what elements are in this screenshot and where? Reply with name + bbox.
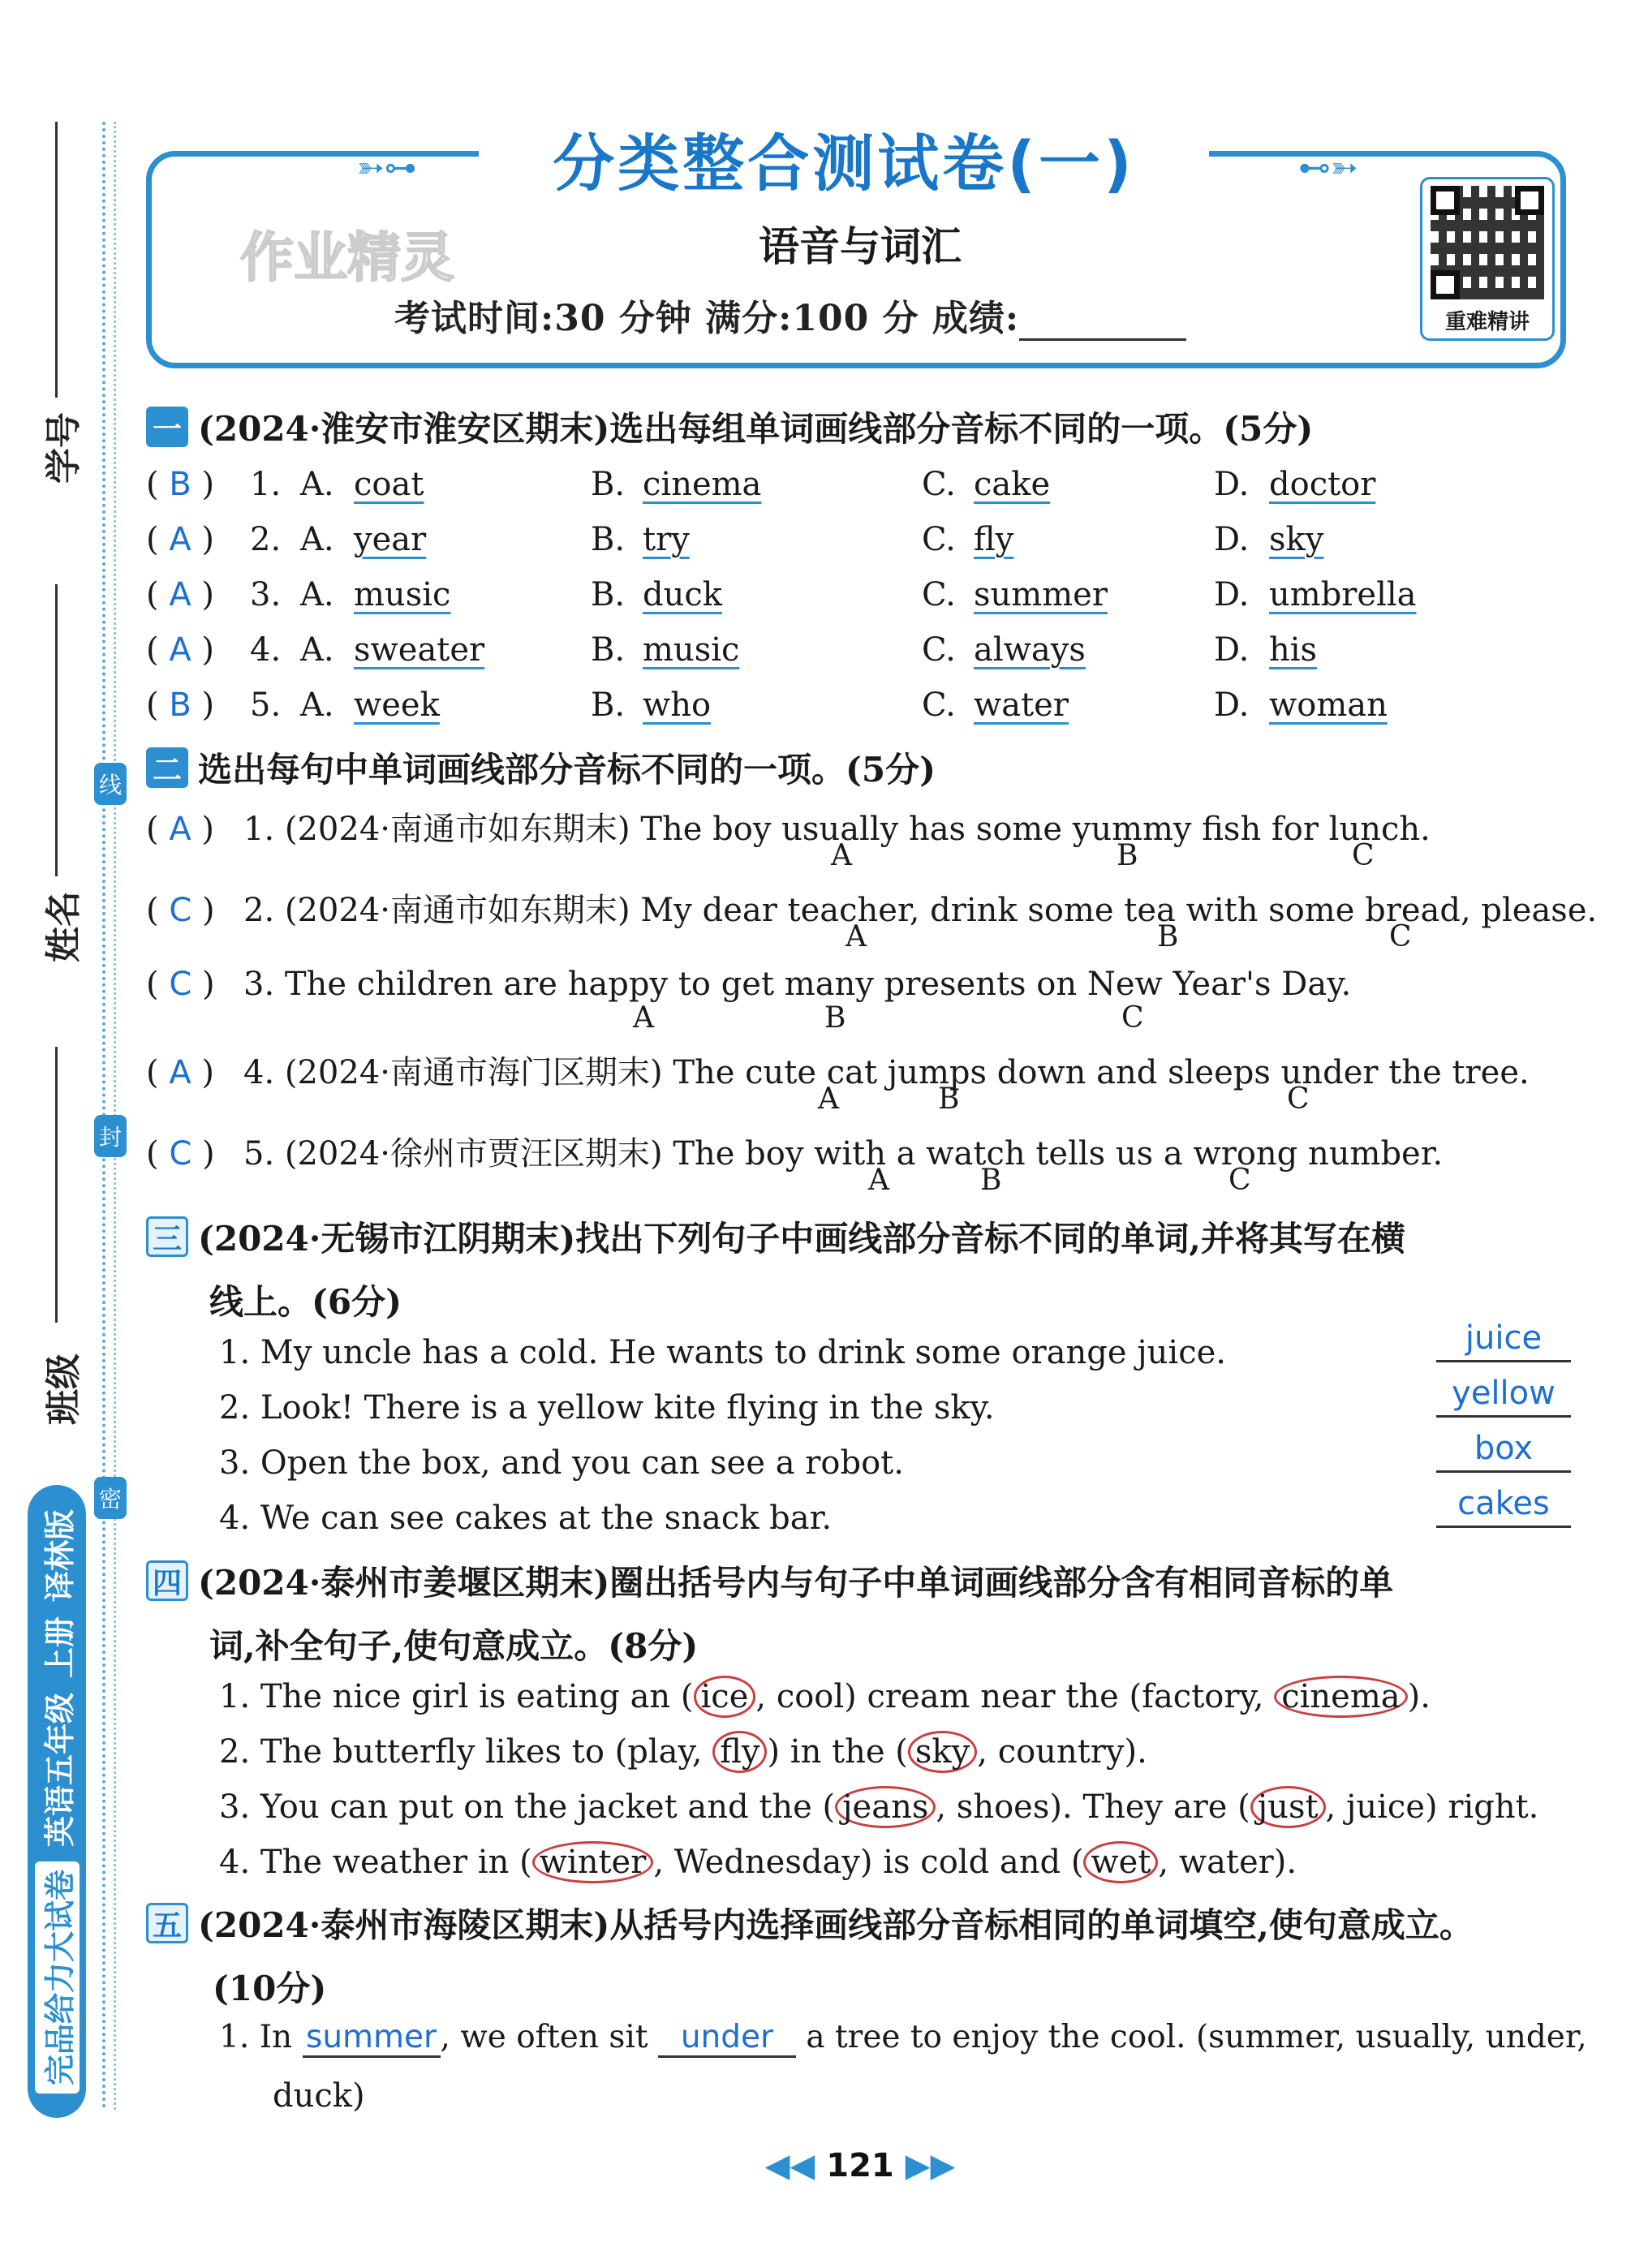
label-a: A (633, 1001, 654, 1035)
score-blank (1019, 306, 1186, 341)
answer: A (169, 1054, 191, 1091)
text: , Wednesday) is cold and ( (653, 1844, 1084, 1881)
s5-item-1-cont: duck) (273, 2077, 365, 2115)
class-label: 班级 (43, 1353, 84, 1425)
circled-word[interactable]: winter (532, 1841, 654, 1883)
s3-item-3: 3. Open the box, and you can see a robot. (219, 1444, 904, 1482)
option-word: cinema (643, 466, 762, 503)
qr-finder-icon (1515, 186, 1544, 215)
s4-item-4 (219, 1844, 1297, 1881)
section-2-heading (146, 743, 936, 792)
label-b: B (1117, 839, 1138, 872)
option-letter: C. (922, 576, 956, 613)
text: ). (1407, 1678, 1431, 1715)
s3-answer-4[interactable]: cakes (1436, 1483, 1571, 1528)
item-number: 1. (250, 466, 282, 503)
option-letter: C. (922, 631, 956, 669)
option-word: who (643, 686, 712, 724)
label-c: C (1287, 1082, 1310, 1116)
item-number: 4. (250, 631, 282, 669)
prev-arrows-icon: ◀◀ (764, 2147, 827, 2184)
label-c: C (1121, 1001, 1144, 1035)
item-number: 3. (250, 576, 282, 613)
sentence: 2. (2024·南通市如东期末) My dear teacher, drink some tea with some bread, please. (243, 892, 1598, 929)
text: a tree to enjoy the cool. (summer, usually, under, (806, 2019, 1587, 2055)
qr-finder-icon (1431, 270, 1460, 299)
circled-word[interactable]: wet (1083, 1841, 1158, 1883)
s1-item-5: ( B ) 5. A. week B. who C. water D. woman (146, 686, 1388, 724)
section-2-number: 二 (146, 747, 188, 788)
section-1-title: (2024·淮安市淮安区期末)选出每组单词画线部分音标不同的一项。(5分) (198, 409, 1314, 449)
option-word: music (354, 576, 451, 613)
label-a: A (868, 1164, 889, 1197)
qr-finder-icon (1431, 186, 1460, 215)
s1-item-1: ( B ) 1. A. coat B. cinema C. cake D. doctor (146, 466, 1376, 503)
section-5-title: (2024·泰州市海陵区期末)从括号内选择画线部分音标相同的单词填空,使句意成立。 (198, 1905, 1474, 1945)
exam-meta (394, 289, 1186, 341)
answer: C (169, 892, 192, 929)
circled-word[interactable]: fly (712, 1731, 767, 1773)
s1-item-4: ( A ) 4. A. sweater B. music C. always D. his (146, 631, 1318, 669)
section-3-title: (2024·无锡市江阴期末)找出下列句子中画线部分音标不同的单词,并将其写在横 (198, 1219, 1405, 1259)
option-word: music (643, 631, 740, 669)
s2-item-5: ( C ) 5. (2024·徐州市贾汪区期末) The boy with a watch tells us a wrong number. (146, 1135, 1444, 1173)
option-letter: B. (591, 521, 626, 558)
fill-blank[interactable]: under (658, 2019, 796, 2058)
fill-blank[interactable]: summer (303, 2019, 441, 2058)
circled-word[interactable]: jeans (835, 1786, 936, 1828)
item-number: 5. (250, 686, 282, 724)
option-letter: A. (300, 466, 334, 503)
book-spine-tab (28, 1485, 86, 2118)
option-letter: D. (1214, 686, 1250, 724)
book-subject: 英语五年级 (41, 1693, 78, 1848)
option-letter: D. (1214, 521, 1250, 558)
student-id-label: 学号 (43, 412, 84, 484)
sentence: 3. The children are happy to get many presents on New Year's Day. (243, 966, 1352, 1003)
option-letter: A. (300, 576, 334, 613)
option-word: summer (974, 576, 1108, 613)
item-number: 2. (250, 521, 282, 558)
option-word: fly (974, 521, 1014, 558)
option-letter: A. (300, 521, 334, 558)
answer: B (169, 466, 191, 503)
text: 2. The butterfly likes to (play, (219, 1733, 713, 1771)
label-c: C (1228, 1164, 1251, 1197)
option-word: water (974, 686, 1069, 724)
option-letter: A. (300, 631, 334, 669)
text: , juice) right. (1325, 1788, 1539, 1826)
section-5-title-cont: (10分) (213, 1969, 327, 2008)
book-edition: 译林版 (41, 1508, 78, 1602)
class-line (55, 1047, 58, 1323)
answer: A (169, 811, 191, 848)
option-letter: A. (300, 686, 334, 724)
exam-meta-text: 考试时间:30 分钟 满分:100 分 成绩: (394, 298, 1020, 339)
sentence: 4. (2024·南通市海门区期末) The cute cat jumps down and sleeps under the tree. (243, 1054, 1530, 1091)
option-word: sweater (354, 631, 485, 669)
option-word: duck (643, 576, 723, 613)
option-word: woman (1269, 686, 1388, 724)
label-b: B (1157, 920, 1179, 953)
section-3-number: 三 (146, 1216, 188, 1257)
margin-tag-seal: 封 (94, 1115, 127, 1157)
section-4-title: (2024·泰州市姜堰区期末)圈出括号内与句子中单词画线部分含有相同音标的单 (198, 1563, 1394, 1603)
section-1-heading (146, 402, 1313, 451)
book-volume: 上册 (41, 1616, 78, 1678)
s3-item-2: 2. Look! There is a yellow kite flying in the sky. (219, 1389, 995, 1427)
label-c: C (1352, 839, 1375, 872)
section-1-number: 一 (146, 407, 188, 447)
text: 1. The nice girl is eating an ( (219, 1678, 694, 1715)
text: , shoes). They are ( (936, 1788, 1250, 1826)
text: 1. In (219, 2019, 293, 2055)
s3-answer-3[interactable]: box (1436, 1428, 1571, 1473)
book-series: 完品给力大试卷 (35, 1861, 80, 2094)
section-4-heading (146, 1556, 1393, 1605)
s4-item-2 (219, 1733, 1147, 1771)
option-letter: B. (591, 466, 626, 503)
answer: C (169, 1135, 192, 1173)
sentence: 5. (2024·徐州市贾汪区期末) The boy with a watch tells us a wrong number. (243, 1135, 1444, 1173)
option-letter: C. (922, 466, 956, 503)
page-subtitle: 语音与词汇 (759, 223, 962, 270)
label-a: A (818, 1082, 839, 1116)
text: 3. You can put on the jacket and the ( (219, 1788, 836, 1826)
sentence: 1. (2024·南通市如东期末) The boy usually has some yummy fish for lunch. (243, 811, 1431, 848)
option-letter: B. (591, 631, 626, 669)
text: , country). (977, 1733, 1147, 1771)
s2-item-4: ( A ) 4. (2024·南通市海门区期末) The cute cat jumps down and sleeps under the tree. (146, 1054, 1530, 1091)
s3-item-4: 4. We can see cakes at the snack bar. (219, 1500, 833, 1537)
s4-item-1 (219, 1678, 1431, 1715)
label-b: B (824, 1001, 846, 1035)
section-3-heading (146, 1212, 1405, 1261)
label-a: A (831, 839, 852, 872)
option-word: his (1269, 631, 1318, 669)
answer: C (169, 966, 192, 1003)
label-b: B (980, 1164, 1002, 1197)
option-letter: C. (922, 686, 956, 724)
s2-item-1: ( A ) 1. (2024·南通市如东期末) The boy usually has some yummy fish for lunch. (146, 811, 1431, 848)
option-letter: D. (1214, 466, 1250, 503)
answer: A (169, 576, 191, 613)
option-word: cake (974, 466, 1051, 503)
option-letter: D. (1214, 631, 1250, 669)
s3-answer-2[interactable]: yellow (1436, 1373, 1571, 1418)
circled-word[interactable]: ice (694, 1676, 756, 1718)
answer: B (169, 686, 191, 724)
section-4-number: 四 (146, 1560, 188, 1601)
circled-word[interactable]: just (1250, 1786, 1326, 1828)
margin-tag-secret: 密 (94, 1477, 127, 1519)
page-number-value: 121 (826, 2147, 894, 2184)
margin-tag-line: 线 (94, 763, 127, 805)
answer: A (169, 521, 191, 558)
text: , we often sit (440, 2019, 648, 2055)
option-word: sky (1269, 521, 1324, 558)
option-letter: B. (591, 576, 626, 613)
section-5-heading (146, 1899, 1474, 1947)
circled-word[interactable]: sky (908, 1731, 977, 1773)
label-a: A (846, 920, 867, 953)
option-letter: C. (922, 521, 956, 558)
watermark: 作业精灵 (240, 226, 454, 289)
option-word: always (974, 631, 1086, 669)
text: , cool) cream near the (factory, (755, 1678, 1275, 1715)
s2-item-3: ( C ) 3. The children are happy to get many presents on New Year's Day. (146, 966, 1352, 1003)
s1-item-3: ( A ) 3. A. music B. duck C. summer D. umbrella (146, 576, 1417, 613)
s3-item-1: 1. My uncle has a cold. He wants to drink some orange juice. (219, 1334, 1226, 1371)
text: , water). (1158, 1844, 1297, 1881)
header-arrow-left-icon: ➳⊶ (357, 149, 417, 187)
header-arrow-right-icon: ⊷➳ (1298, 149, 1358, 187)
section-2-title: 选出每句中单词画线部分音标不同的一项。(5分) (198, 750, 936, 790)
next-arrows-icon: ▶▶ (893, 2147, 956, 2184)
section-5-number: 五 (146, 1903, 188, 1943)
s5-item-1 (219, 2019, 1587, 2058)
option-word: try (643, 521, 690, 558)
option-word: year (354, 521, 427, 558)
answer: A (169, 631, 191, 669)
option-word: week (354, 686, 440, 724)
s1-item-2: ( A ) 2. A. year B. try C. fly D. sky (146, 521, 1324, 558)
label-b: B (938, 1082, 960, 1116)
text: ) in the ( (767, 1733, 908, 1771)
option-word: doctor (1269, 466, 1376, 503)
option-word: coat (354, 466, 424, 503)
section-3-title-cont: 线上。(6分) (209, 1282, 402, 1322)
option-letter: B. (591, 686, 626, 724)
label-c: C (1389, 920, 1412, 953)
page-number (0, 2147, 1648, 2184)
qr-label: 重难精讲 (1444, 310, 1530, 334)
s3-answer-1[interactable]: juice (1436, 1318, 1571, 1362)
section-4-title-cont: 词,补全句子,使句意成立。(8分) (209, 1626, 699, 1666)
name-line (55, 584, 58, 876)
text: 4. The weather in ( (219, 1844, 532, 1881)
s2-item-2: ( C ) 2. (2024·南通市如东期末) My dear teacher, drink some tea with some bread, please. (146, 892, 1598, 929)
option-word: umbrella (1269, 576, 1417, 613)
page-title: 分类整合测试卷(一) (479, 114, 1209, 203)
name-label: 姓名 (43, 891, 84, 962)
s4-item-3 (219, 1788, 1538, 1826)
qr-code[interactable] (1420, 177, 1555, 341)
option-letter: D. (1214, 576, 1250, 613)
circled-word[interactable]: cinema (1274, 1676, 1407, 1718)
